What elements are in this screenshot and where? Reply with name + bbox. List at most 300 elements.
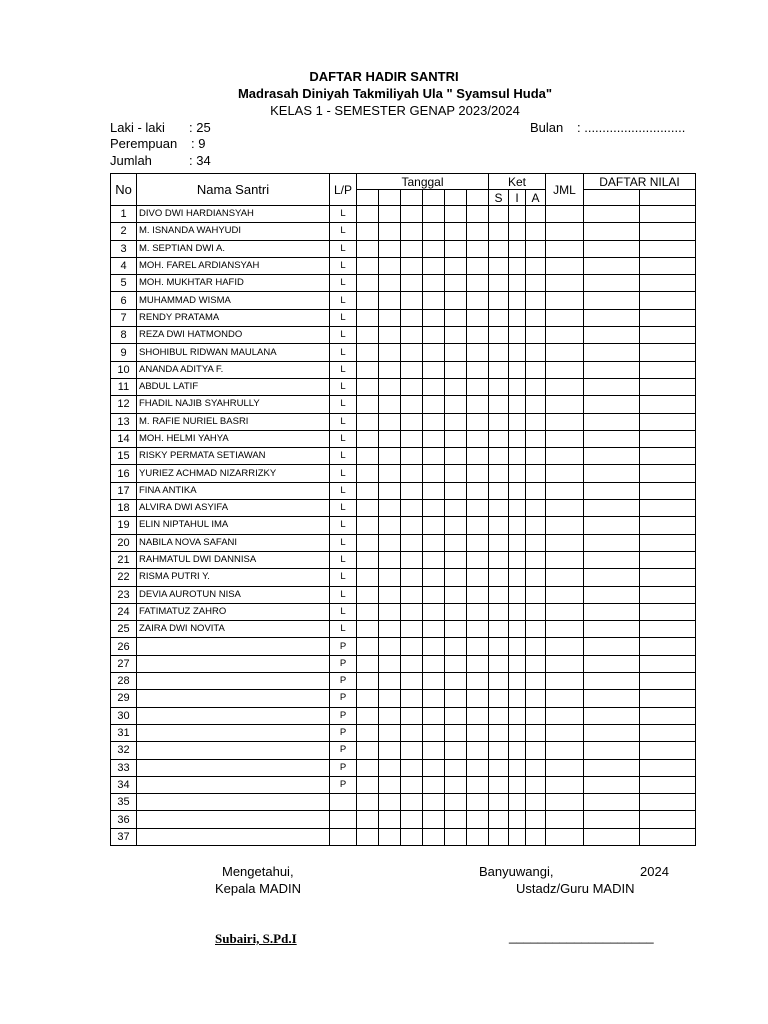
izin-cell [509,759,526,776]
gender-cell: L [330,621,357,638]
perempuan-value: : 9 [191,136,206,151]
tanggal-cell [445,690,467,707]
student-name: ELIN NIPTAHUL IMA [137,517,330,534]
table-row [111,655,696,672]
izin-cell [509,309,526,326]
tanggal-cell [379,517,401,534]
tanggal-cell [379,344,401,361]
alpa-cell [526,275,546,292]
tanggal-cell [357,292,379,309]
sakit-cell [489,275,509,292]
tanggal-cell [401,534,423,551]
tanggal-cell [357,257,379,274]
table-row [111,378,696,395]
tanggal-cell [401,430,423,447]
tanggal-cell [379,292,401,309]
tanggal-cell [379,621,401,638]
tanggal-cell [357,361,379,378]
izin-cell [509,482,526,499]
tanggal-cell [445,638,467,655]
gender-cell: L [330,569,357,586]
tanggal-cell [357,309,379,326]
tanggal-cell [401,603,423,620]
student-name [137,724,330,741]
tanggal-cell [467,569,489,586]
tanggal-cell [357,190,379,206]
row-number: 12 [111,396,137,413]
row-number: 25 [111,621,137,638]
student-name: DEVIA AUROTUN NISA [137,586,330,603]
tanggal-cell [423,257,445,274]
tanggal-cell [401,206,423,223]
kepala-label: Kepala MADIN [215,881,301,896]
tanggal-cell [445,655,467,672]
gender-cell: L [330,465,357,482]
alpa-cell [526,413,546,430]
tanggal-cell [379,742,401,759]
gender-cell: L [330,551,357,568]
tanggal-cell [379,655,401,672]
tanggal-cell [423,309,445,326]
row-number: 34 [111,776,137,793]
nilai-cell [584,655,640,672]
row-number: 19 [111,517,137,534]
tanggal-cell [423,551,445,568]
row-number: 36 [111,811,137,828]
sakit-cell [489,828,509,845]
row-number: 29 [111,690,137,707]
nilai-cell [584,206,640,223]
tanggal-cell [423,776,445,793]
sakit-cell [489,344,509,361]
jml-cell [546,465,584,482]
tanggal-cell [379,240,401,257]
table-row [111,811,696,828]
tanggal-cell [467,500,489,517]
jml-cell [546,292,584,309]
student-name: MOH. FAREL ARDIANSYAH [137,257,330,274]
student-name: REZA DWI HATMONDO [137,327,330,344]
tanggal-cell [467,240,489,257]
bulan-label: Bulan [530,120,564,135]
tanggal-cell [467,396,489,413]
tanggal-cell [423,378,445,395]
tanggal-cell [379,430,401,447]
nilai-cell [640,828,696,845]
student-name: ANANDA ADITYA F. [137,361,330,378]
nilai-cell [640,206,696,223]
tanggal-cell [357,413,379,430]
jml-cell [546,482,584,499]
tanggal-cell [401,240,423,257]
jml-cell [546,378,584,395]
student-name: SHOHIBUL RIDWAN MAULANA [137,344,330,361]
tanggal-cell [467,603,489,620]
tanggal-cell [423,569,445,586]
tanggal-cell [423,586,445,603]
tanggal-cell [445,465,467,482]
tanggal-cell [401,482,423,499]
jml-cell [546,724,584,741]
tanggal-cell [357,378,379,395]
attendance-table [110,173,696,846]
alpa-cell [526,794,546,811]
tanggal-cell [379,551,401,568]
row-number: 6 [111,292,137,309]
row-number: 37 [111,828,137,845]
izin-cell [509,378,526,395]
table-row [111,534,696,551]
tanggal-cell [379,396,401,413]
tanggal-cell [357,396,379,413]
tanggal-cell [423,275,445,292]
tanggal-cell [379,361,401,378]
tanggal-cell [357,206,379,223]
table-row [111,309,696,326]
student-name [137,759,330,776]
tanggal-cell [379,257,401,274]
izin-cell [509,534,526,551]
tanggal-cell [445,759,467,776]
nilai-cell [584,223,640,240]
sakit-cell [489,690,509,707]
tanggal-cell [445,586,467,603]
izin-cell [509,742,526,759]
jml-cell [546,673,584,690]
tanggal-cell [357,707,379,724]
row-number: 13 [111,413,137,430]
jml-cell [546,327,584,344]
gender-cell: L [330,257,357,274]
alpa-cell [526,569,546,586]
sakit-cell [489,551,509,568]
tanggal-cell [445,517,467,534]
gender-cell: L [330,206,357,223]
table-row [111,206,696,223]
izin-cell [509,206,526,223]
sakit-cell [489,257,509,274]
student-name: RENDY PRATAMA [137,309,330,326]
alpa-cell [526,534,546,551]
nilai-cell [584,500,640,517]
tanggal-cell [401,828,423,845]
tanggal-cell [357,240,379,257]
student-name: ALVIRA DWI ASYIFA [137,500,330,517]
tanggal-cell [357,569,379,586]
table-row [111,690,696,707]
tanggal-cell [379,638,401,655]
tanggal-cell [379,724,401,741]
student-name [137,707,330,724]
tanggal-cell [445,621,467,638]
izin-cell [509,707,526,724]
alpa-cell [526,292,546,309]
tanggal-cell [401,759,423,776]
nilai-cell [584,638,640,655]
alpa-cell [526,361,546,378]
tanggal-cell [423,638,445,655]
jml-cell [546,759,584,776]
tanggal-cell [467,223,489,240]
nilai-cell [640,223,696,240]
table-row [111,551,696,568]
tanggal-cell [401,275,423,292]
alpa-cell [526,742,546,759]
tanggal-cell [357,655,379,672]
tanggal-cell [445,190,467,206]
tanggal-cell [379,794,401,811]
table-row [111,413,696,430]
gender-cell: L [330,240,357,257]
tanggal-cell [467,275,489,292]
student-name: MUHAMMAD WISMA [137,292,330,309]
tanggal-cell [467,724,489,741]
tanggal-cell [401,811,423,828]
tanggal-cell [357,223,379,240]
nilai-cell [584,361,640,378]
jml-cell [546,309,584,326]
ustadz-label: Ustadz/Guru MADIN [516,881,635,896]
jml-cell [546,655,584,672]
alpa-cell [526,690,546,707]
izin-cell [509,638,526,655]
tanggal-cell [423,500,445,517]
student-name: FINA ANTIKA [137,482,330,499]
tanggal-cell [357,465,379,482]
tanggal-cell [357,776,379,793]
student-name: RISKY PERMATA SETIAWAN [137,448,330,465]
jumlah-label: Jumlah [110,153,152,168]
row-number: 15 [111,448,137,465]
alpa-cell [526,378,546,395]
table-row [111,396,696,413]
tanggal-cell [445,776,467,793]
row-number: 18 [111,500,137,517]
laki-label: Laki - laki [110,120,165,135]
tanggal-cell [467,690,489,707]
sakit-cell [489,794,509,811]
tanggal-cell [445,482,467,499]
tanggal-cell [467,551,489,568]
jml-cell [546,240,584,257]
header-daftar-nilai: DAFTAR NILAI [584,174,696,190]
tanggal-cell [401,707,423,724]
sakit-cell [489,655,509,672]
tanggal-cell [357,275,379,292]
tanggal-cell [357,586,379,603]
tanggal-cell [445,257,467,274]
tanggal-cell [467,828,489,845]
sakit-cell [489,430,509,447]
nilai-cell [640,327,696,344]
row-number: 21 [111,551,137,568]
tanggal-cell [467,759,489,776]
table-row [111,742,696,759]
gender-cell [330,794,357,811]
document-title: DAFTAR HADIR SANTRI [309,69,459,84]
table-row [111,638,696,655]
tanggal-cell [423,759,445,776]
gender-cell: P [330,655,357,672]
tanggal-cell [445,206,467,223]
row-number: 22 [111,569,137,586]
nilai-cell [640,465,696,482]
tanggal-cell [423,517,445,534]
nilai-cell [640,621,696,638]
alpa-cell [526,707,546,724]
tanggal-cell [445,448,467,465]
tanggal-cell [445,724,467,741]
izin-cell [509,621,526,638]
nilai-cell [640,551,696,568]
tanggal-cell [357,517,379,534]
table-row [111,482,696,499]
row-number: 5 [111,275,137,292]
alpa-cell [526,776,546,793]
header-nama: Nama Santri [137,174,330,206]
tanggal-cell [379,776,401,793]
nilai-cell [584,190,640,206]
tanggal-cell [467,292,489,309]
tanggal-cell [379,673,401,690]
tanggal-cell [423,482,445,499]
izin-cell [509,569,526,586]
izin-cell [509,794,526,811]
gender-cell: L [330,517,357,534]
row-number: 28 [111,673,137,690]
tanggal-cell [467,586,489,603]
table-row [111,500,696,517]
tanggal-cell [401,396,423,413]
tanggal-cell [379,690,401,707]
tanggal-cell [445,292,467,309]
tanggal-cell [445,569,467,586]
gender-cell: L [330,396,357,413]
sakit-cell [489,759,509,776]
nilai-cell [584,482,640,499]
tanggal-cell [423,724,445,741]
row-number: 16 [111,465,137,482]
alpa-cell [526,638,546,655]
sakit-cell [489,724,509,741]
nilai-cell [640,190,696,206]
tanggal-cell [401,257,423,274]
table-row [111,776,696,793]
jml-cell [546,707,584,724]
student-name [137,673,330,690]
row-number: 1 [111,206,137,223]
table-row [111,586,696,603]
tanggal-cell [467,257,489,274]
tanggal-cell [445,240,467,257]
tanggal-cell [467,811,489,828]
header-no: No [111,174,137,206]
nilai-cell [640,794,696,811]
tanggal-cell [401,586,423,603]
nilai-cell [640,240,696,257]
sakit-cell [489,673,509,690]
tanggal-cell [467,344,489,361]
nilai-cell [640,361,696,378]
nilai-cell [584,776,640,793]
tanggal-cell [423,361,445,378]
gender-cell: P [330,707,357,724]
header-izin: I [509,190,526,206]
sakit-cell [489,327,509,344]
row-number: 31 [111,724,137,741]
student-name: M. SEPTIAN DWI A. [137,240,330,257]
izin-cell [509,292,526,309]
sakit-cell [489,500,509,517]
alpa-cell [526,482,546,499]
nilai-cell [640,776,696,793]
nilai-cell [640,292,696,309]
jml-cell [546,275,584,292]
student-name: M. RAFIE NURIEL BASRI [137,413,330,430]
tanggal-cell [423,742,445,759]
table-row [111,603,696,620]
alpa-cell [526,206,546,223]
tanggal-cell [445,534,467,551]
student-name: NABILA NOVA SAFANI [137,534,330,551]
izin-cell [509,603,526,620]
alpa-cell [526,828,546,845]
row-number: 10 [111,361,137,378]
table-row [111,828,696,845]
nilai-cell [640,448,696,465]
header-alpa: A [526,190,546,206]
tanggal-cell [379,569,401,586]
nilai-cell [640,534,696,551]
tanggal-cell [445,309,467,326]
izin-cell [509,413,526,430]
tanggal-cell [467,517,489,534]
student-name: MOH. HELMI YAHYA [137,430,330,447]
tanggal-cell [401,724,423,741]
tanggal-cell [357,621,379,638]
jml-cell [546,776,584,793]
gender-cell: P [330,724,357,741]
tanggal-cell [423,327,445,344]
nilai-cell [640,257,696,274]
nilai-cell [640,603,696,620]
tanggal-cell [401,569,423,586]
student-name [137,690,330,707]
gender-cell: L [330,448,357,465]
gender-cell: P [330,759,357,776]
row-number: 2 [111,223,137,240]
gender-cell: P [330,690,357,707]
sakit-cell [489,206,509,223]
student-name: DIVO DWI HARDIANSYAH [137,206,330,223]
sakit-cell [489,292,509,309]
tanggal-cell [467,794,489,811]
tanggal-cell [423,396,445,413]
tanggal-cell [357,482,379,499]
gender-cell: L [330,327,357,344]
tanggal-cell [423,603,445,620]
student-name [137,742,330,759]
table-row [111,240,696,257]
gender-cell: L [330,344,357,361]
alpa-cell [526,257,546,274]
row-number: 8 [111,327,137,344]
tanggal-cell [401,190,423,206]
row-number: 4 [111,257,137,274]
tanggal-cell [379,759,401,776]
row-number: 24 [111,603,137,620]
jml-cell [546,396,584,413]
